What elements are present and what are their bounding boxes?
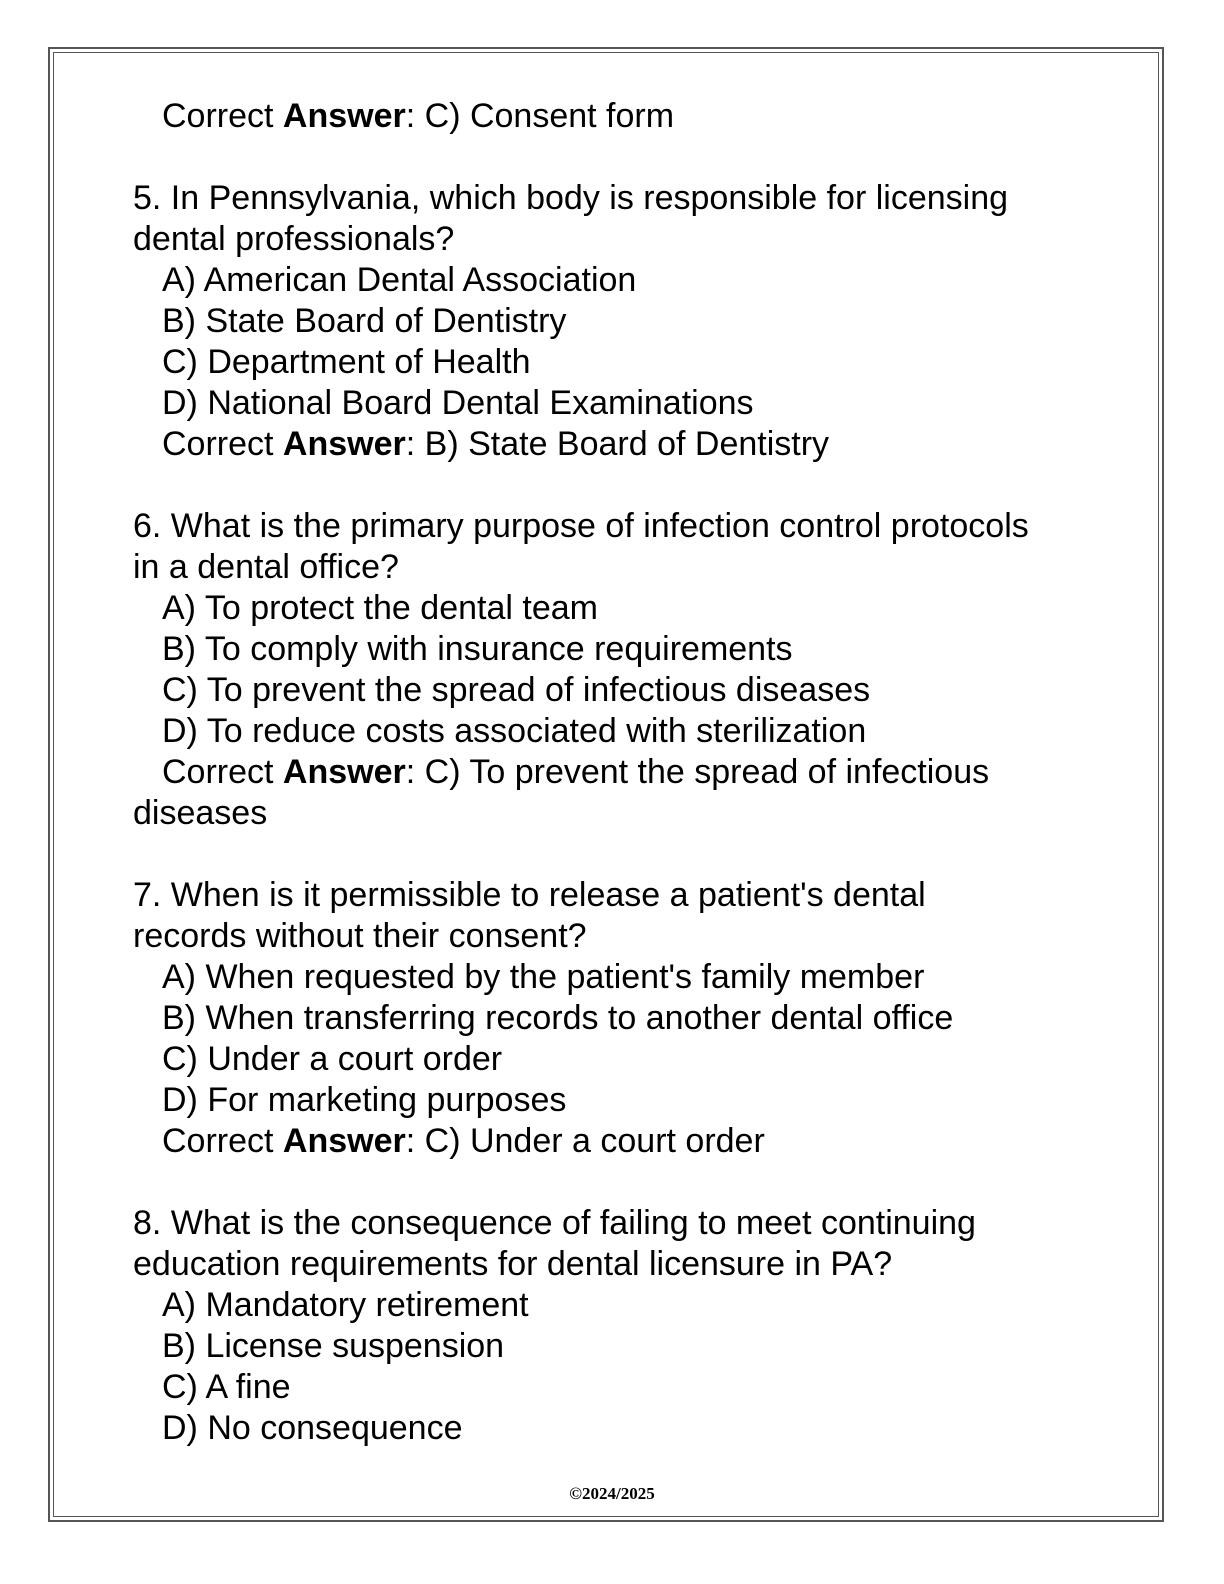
spacer: [133, 1162, 1093, 1203]
question-5: [133, 178, 1093, 465]
question-text: 8. What is the consequence of failing to meet continuing: [133, 1204, 976, 1242]
option-a: A) American Dental Association: [162, 261, 637, 299]
question-7: [133, 875, 1093, 1162]
option-d: D) No consequence: [162, 1409, 463, 1447]
option-b: B) License suspension: [162, 1327, 505, 1365]
correct-answer: Correct Answer: C) To prevent the spread of infectious: [162, 753, 990, 791]
option-d: D) To reduce costs associated with sterilization: [162, 712, 867, 750]
question-8: [133, 1203, 1093, 1449]
copyright-footer: ©2024/2025: [569, 1484, 655, 1503]
spacer: [133, 137, 1093, 178]
question-text: dental professionals?: [133, 220, 455, 258]
option-d: D) For marketing purposes: [162, 1081, 567, 1119]
option-c: C) Under a court order: [162, 1040, 503, 1078]
correct-answer-q4: Correct Answer: C) Consent form: [162, 97, 675, 135]
option-b: B) When transferring records to another dental office: [162, 999, 954, 1037]
question-text: records without their consent?: [133, 917, 587, 955]
question-text: 6. What is the primary purpose of infection control protocols: [133, 507, 1029, 545]
option-b: B) State Board of Dentistry: [162, 302, 567, 340]
question-text: in a dental office?: [133, 548, 399, 586]
option-b: B) To comply with insurance requirements: [162, 630, 793, 668]
correct-answer-continued: diseases: [133, 794, 268, 832]
spacer: [133, 834, 1093, 875]
question-6: [133, 506, 1093, 834]
option-a: A) To protect the dental team: [162, 589, 598, 627]
option-d: D) National Board Dental Examinations: [162, 384, 754, 422]
option-a: A) When requested by the patient's family member: [162, 958, 925, 996]
option-c: C) To prevent the spread of infectious diseases: [162, 671, 871, 709]
question-text: education requirements for dental licensure in PA?: [133, 1245, 893, 1283]
option-a: A) Mandatory retirement: [162, 1286, 529, 1324]
option-c: C) A fine: [162, 1368, 291, 1406]
correct-answer: Correct Answer: C) Under a court order: [162, 1122, 765, 1160]
option-c: C) Department of Health: [162, 343, 531, 381]
document-body: [133, 96, 1093, 1449]
question-text: 5. In Pennsylvania, which body is responsible for licensing: [133, 179, 1009, 217]
spacer: [133, 465, 1093, 506]
question-text: 7. When is it permissible to release a patient's dental: [133, 876, 926, 914]
correct-answer: Correct Answer: B) State Board of Dentistry: [162, 425, 830, 463]
